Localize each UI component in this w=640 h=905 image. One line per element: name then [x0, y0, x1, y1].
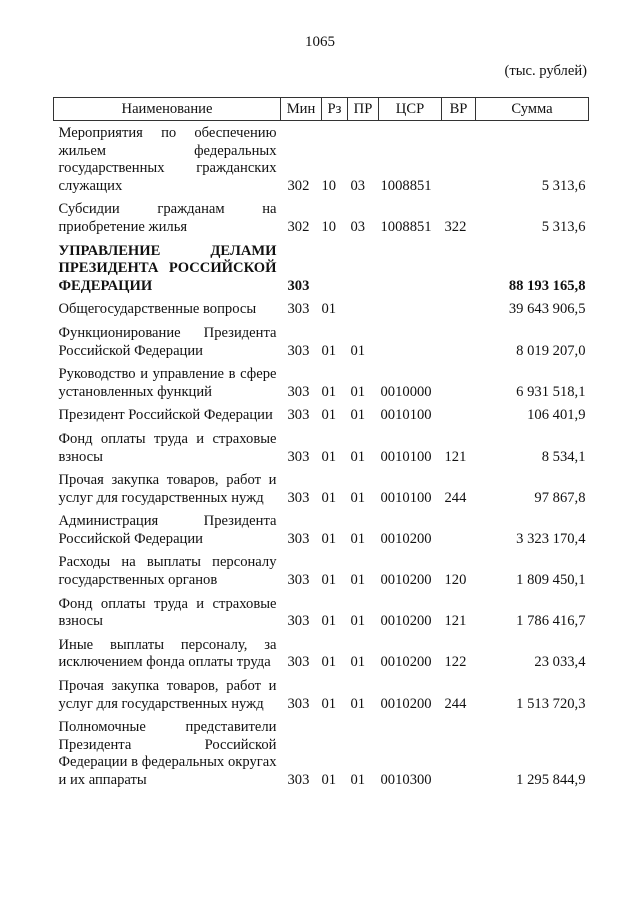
cell-rz: 01 [321, 342, 337, 359]
cell-vr: 244 [444, 489, 467, 506]
cell-csr: 1008851 [380, 177, 432, 194]
cell-rz: 01 [321, 489, 337, 506]
cell-sum: 1 809 450,1 [516, 572, 586, 589]
cell-min: 303 [287, 530, 310, 547]
cell-rz: 10 [321, 177, 337, 194]
cell-rz: 01 [321, 383, 337, 400]
cell-csr [379, 301, 442, 325]
cell-min: 303 [287, 613, 310, 630]
cell-sum: 5 313,6 [541, 218, 586, 235]
table-row [54, 554, 589, 595]
cell-rz: 01 [321, 772, 337, 788]
cell-pr: 01 [350, 407, 366, 424]
cell-csr: 0010200 [380, 613, 432, 630]
table-row [54, 243, 589, 302]
cell-csr: 0010100 [380, 407, 432, 424]
cell-name: Полномочные представители Президента Российской Федерации в федеральных округах и их аппараты [58, 719, 277, 788]
cell-pr: 01 [350, 342, 366, 359]
cell-min: 303 [287, 489, 310, 506]
cell-vr [442, 325, 476, 366]
cell-min: 303 [287, 772, 310, 788]
cell-pr: 01 [350, 695, 366, 712]
cell-sum: 97 867,8 [534, 489, 586, 506]
table-row [54, 596, 589, 637]
cell-sum: 3 323 170,4 [516, 530, 586, 547]
cell-name: Функционирование Президента Российской Федерации [58, 324, 277, 359]
cell-name: Руководство и управление в сфере установленных функций [58, 366, 277, 400]
cell-sum: 106 401,9 [527, 407, 586, 424]
cell-vr [442, 513, 476, 554]
cell-min: 303 [287, 654, 310, 671]
cell-min: 303 [287, 383, 310, 400]
cell-pr: 03 [350, 177, 366, 194]
cell-pr: 03 [350, 218, 366, 235]
cell-pr: 01 [350, 448, 366, 465]
cell-csr: 0010300 [380, 772, 432, 788]
table-row [54, 325, 589, 366]
header-min: Мин [281, 98, 322, 121]
cell-sum: 8 019 207,0 [516, 342, 586, 359]
budget-table [53, 97, 589, 796]
cell-name: Расходы на выплаты персоналу государственных органов [58, 554, 277, 589]
cell-rz: 01 [321, 613, 337, 630]
cell-csr: 0010100 [380, 448, 432, 465]
table-row [54, 678, 589, 719]
cell-sum: 23 033,4 [534, 654, 586, 671]
cell-sum: 6 931 518,1 [516, 383, 586, 400]
cell-pr: 01 [350, 572, 366, 589]
cell-vr: 120 [444, 572, 467, 589]
header-vr: ВР [442, 98, 476, 121]
cell-rz: 01 [321, 407, 337, 424]
table-row [54, 121, 589, 202]
cell-pr: 01 [350, 530, 366, 547]
cell-csr: 0010200 [380, 530, 432, 547]
header-csr: ЦСР [379, 98, 442, 121]
cell-csr [379, 243, 442, 302]
header-name: Наименование [54, 98, 281, 121]
cell-min: 302 [287, 177, 310, 194]
cell-min: 302 [287, 218, 310, 235]
cell-sum: 1 295 844,9 [516, 772, 586, 788]
cell-name: Администрация Президента Российской Федерации [58, 513, 277, 547]
table-row [54, 366, 589, 407]
cell-csr: 0010200 [380, 695, 432, 712]
cell-name: Президент Российской Федерации [58, 407, 273, 424]
cell-min: 303 [287, 301, 310, 318]
cell-csr: 0010100 [380, 489, 432, 506]
cell-name: Общегосударственные вопросы [58, 301, 257, 318]
cell-vr: 322 [444, 218, 467, 235]
cell-rz: 01 [321, 448, 337, 465]
cell-csr: 0010000 [380, 383, 432, 400]
cell-min: 303 [287, 407, 310, 424]
cell-min: 303 [287, 277, 310, 294]
cell-name: Мероприятия по обеспечению жильем федеральных государственных гражданских служащих [58, 125, 277, 194]
table-row [54, 719, 589, 795]
cell-rz: 01 [321, 530, 337, 547]
table-row [54, 472, 589, 513]
cell-rz: 10 [321, 218, 337, 235]
table-row [54, 431, 589, 472]
cell-sum: 39 643 906,5 [508, 301, 586, 318]
cell-sum: 1 786 416,7 [516, 613, 586, 630]
cell-pr: 01 [350, 383, 366, 400]
cell-rz [322, 243, 348, 302]
cell-min: 303 [287, 448, 310, 465]
units-label: (тыс. рублей) [504, 63, 587, 79]
cell-vr [442, 301, 476, 325]
cell-min: 303 [287, 342, 310, 359]
cell-vr: 121 [444, 448, 467, 465]
header-rz: Рз [322, 98, 348, 121]
table-row [54, 301, 589, 325]
cell-name: Иные выплаты персоналу, за исключением фонда оплаты труда [58, 636, 277, 671]
header-sum: Сумма [476, 98, 589, 121]
cell-pr [348, 243, 379, 302]
cell-sum: 1 513 720,3 [516, 695, 586, 712]
cell-pr [348, 301, 379, 325]
table-row [54, 407, 589, 431]
page-number: 1065 [305, 34, 335, 50]
cell-name: Прочая закупка товаров, работ и услуг для государственных нужд [58, 472, 277, 506]
cell-pr: 01 [350, 654, 366, 671]
cell-vr [442, 121, 476, 202]
cell-vr: 244 [444, 695, 467, 712]
cell-pr: 01 [350, 613, 366, 630]
cell-vr [442, 719, 476, 795]
cell-csr: 0010200 [380, 572, 432, 589]
cell-rz: 01 [321, 301, 337, 318]
table-row [54, 513, 589, 554]
cell-csr: 1008851 [380, 218, 432, 235]
cell-vr: 121 [444, 613, 467, 630]
cell-name: УПРАВЛЕНИЕ ДЕЛАМИ ПРЕЗИДЕНТА РОССИЙСКОЙ ФЕДЕРАЦИИ [58, 242, 277, 294]
cell-pr: 01 [350, 489, 366, 506]
cell-name: Прочая закупка товаров, работ и услуг для государственных нужд [58, 678, 277, 712]
cell-vr: 122 [444, 654, 467, 671]
cell-rz: 01 [321, 695, 337, 712]
cell-vr [442, 243, 476, 302]
cell-min: 303 [287, 572, 310, 589]
cell-sum: 8 534,1 [541, 448, 586, 465]
table-row [54, 637, 589, 678]
cell-min: 303 [287, 695, 310, 712]
cell-csr [379, 325, 442, 366]
cell-pr: 01 [350, 772, 366, 788]
cell-rz: 01 [321, 654, 337, 671]
cell-vr [442, 366, 476, 407]
cell-sum: 5 313,6 [541, 177, 586, 194]
table-header-row [54, 98, 589, 121]
cell-name: Фонд оплаты труда и страховые взносы [58, 430, 277, 465]
cell-csr: 0010200 [380, 654, 432, 671]
cell-name: Субсидии гражданам на приобретение жилья [58, 201, 277, 235]
table-row [54, 201, 589, 242]
cell-name: Фонд оплаты труда и страховые взносы [58, 595, 277, 630]
cell-rz: 01 [321, 572, 337, 589]
cell-vr [442, 407, 476, 431]
cell-sum: 88 193 165,8 [508, 277, 586, 294]
header-pr: ПР [348, 98, 379, 121]
